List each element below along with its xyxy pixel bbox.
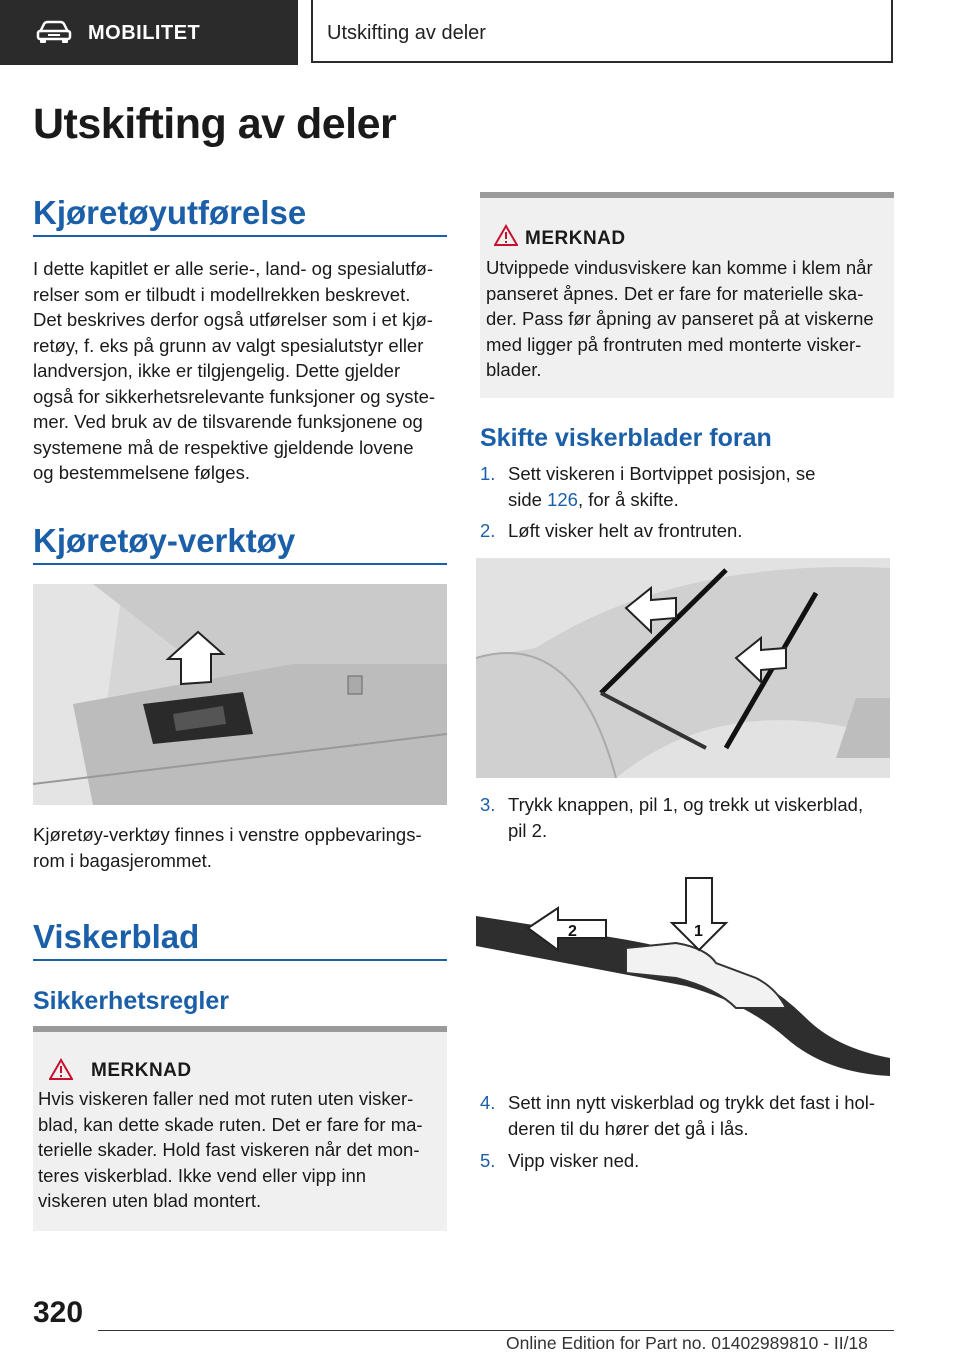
list-item (480, 1148, 898, 1174)
windshield-wiper-image (476, 558, 890, 778)
heading-rule (33, 959, 447, 961)
warning-icon (49, 1058, 73, 1080)
car-icon (36, 20, 72, 44)
step-text-part: Sett viskeren i Bortvippet posisjon, se side (508, 463, 816, 510)
list-item (480, 518, 898, 544)
step-number: 5. (480, 1150, 496, 1171)
note-box (480, 192, 894, 398)
step-number: 4. (480, 1092, 496, 1113)
step-text-part: , for å skifte. (577, 488, 679, 510)
wiper-blade-image (476, 868, 890, 1076)
subheading-sikkerhetsregler: Sikkerhetsregler (33, 987, 229, 1015)
page-title: Utskifting av deler (33, 100, 397, 148)
step-number: 2. (480, 520, 496, 541)
heading-rule (33, 563, 447, 565)
note-text: Hvis viskeren faller ned mot ruten uten visker- blad, kan dette skade ruten. Det er fare for ma- terielle skader. Hold fast viskeren når det mon- teres viskerblad. Ikke vend eller vipp inn viskeren uten blad montert. (38, 1088, 423, 1211)
step-text: Løft visker helt av frontruten. (508, 520, 743, 541)
breadcrumb-label: Utskifting av deler (327, 22, 486, 44)
subheading-skifte-viskerblader: Skifte viskerblader foran (480, 424, 772, 452)
footer-rule (98, 1330, 894, 1331)
arrow-1-label: 1 (694, 923, 703, 940)
breadcrumb (311, 0, 893, 63)
page-link[interactable]: 126 (547, 488, 578, 510)
step-number: 1. (480, 463, 496, 484)
page-number: 320 (33, 1296, 84, 1329)
heading-rule (33, 235, 447, 237)
list-item (480, 792, 898, 844)
intro-paragraph: I dette kapitlet er alle serie-, land- og spesialutfø- relser som er tilbudt i modellrekken beskrevet. Det beskrives derfor også utførelser som i et kjø- retøy, f. eks på grunn av valgt spesialutstyr eller landversjon, ikke er tilgjengelig. Dette gjelder også for sikkerhetsrelevante funksjoner og syste- mer. Ved bruk av de tilsvarende funksjonene og systemene må de respektive gjeldende lovene og bestemmelsene følges. (33, 258, 436, 483)
heading-kjoretoyutforelse: Kjøretøyutførelse (33, 194, 307, 231)
note-title: MERKNAD (525, 228, 626, 249)
step-text: Vipp visker ned. (508, 1150, 640, 1171)
note-text: Utvippede vindusviskere kan komme i klem når panseret åpnes. Det er fare for materielle ska- der. Pass før åpning av panseret på at viskerne med ligger på frontruten med monterte visker- blader. (486, 257, 874, 380)
note-box (33, 1026, 447, 1231)
toolkit-paragraph: Kjøretøy-verktøy finnes i venstre oppbevarings- rom i bagasjerommet. (33, 824, 422, 871)
step-text: Sett inn nytt viskerblad og trykk det fast i hol- deren til du hører det gå i lås. (508, 1092, 876, 1139)
list-item (480, 461, 898, 513)
toolkit-image (33, 584, 447, 805)
list-item (480, 1090, 898, 1142)
step-text: Trykk knappen, pil 1, og trekk ut viskerblad, pil 2. (508, 794, 864, 841)
note-title: MERKNAD (91, 1060, 192, 1081)
heading-kjoretoy-verktoy: Kjøretøy-verktøy (33, 522, 296, 559)
section-tab[interactable] (0, 0, 298, 65)
arrow-2-label: 2 (568, 923, 577, 940)
section-label: MOBILITET (88, 22, 201, 44)
warning-icon (494, 224, 518, 246)
footer-edition: Online Edition for Part no. 01402989810 - II/18 (506, 1333, 868, 1353)
step-number: 3. (480, 794, 496, 815)
step-text (508, 461, 898, 512)
heading-viskerblad: Viskerblad (33, 918, 200, 955)
